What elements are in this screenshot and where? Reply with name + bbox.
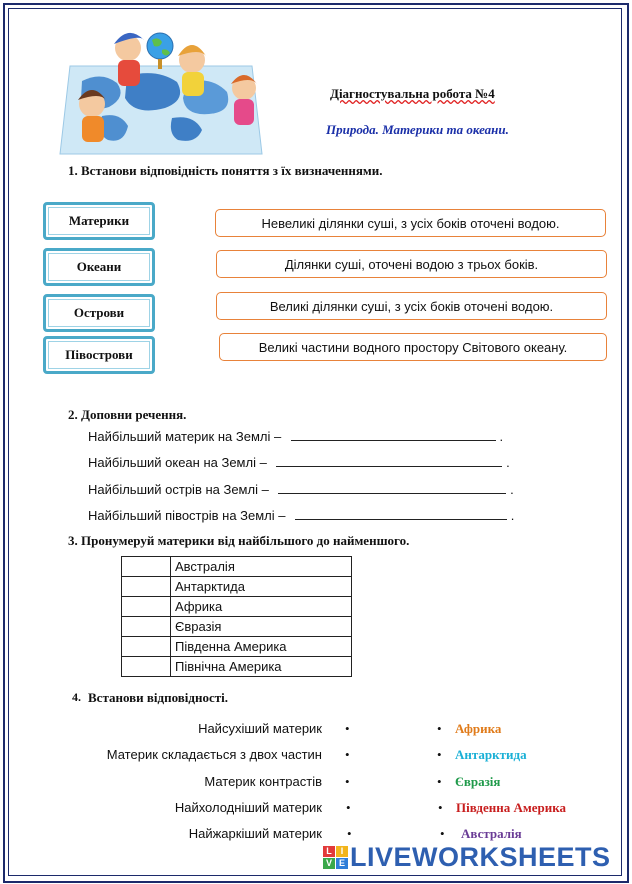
table-row <box>122 577 352 597</box>
match-right-antarctica: Антарктида <box>455 747 527 762</box>
answer-blank-2[interactable] <box>276 454 502 467</box>
logo-letter: V <box>323 858 335 869</box>
answer-blank-1[interactable] <box>291 428 496 441</box>
continent-name: Північна Америка <box>171 657 352 677</box>
page-title: Діагностувальна робота №4 <box>330 86 495 101</box>
definition-3[interactable]: Великі ділянки суші, з усіх боків оточені водою. <box>216 292 607 320</box>
table-row <box>122 637 352 657</box>
definition-4[interactable]: Великі частини водного простору Світового океану. <box>219 333 607 361</box>
rank-cell[interactable] <box>122 577 171 597</box>
term-continents[interactable]: Материки <box>43 202 155 240</box>
q2-sentence-2: Найбільший океан на Землі – . <box>88 455 510 470</box>
q2-heading: 2. Доповни речення. <box>68 407 187 422</box>
continents-table <box>121 556 352 677</box>
continent-name: Євразія <box>171 617 352 637</box>
match-right-dot-4[interactable]: • <box>438 800 443 815</box>
match-left-dot-2[interactable]: • <box>345 747 350 762</box>
table-row <box>122 657 352 677</box>
answer-blank-3[interactable] <box>278 481 506 494</box>
definition-2[interactable]: Ділянки суші, оточені водою з трьох боків. <box>216 250 607 278</box>
q2-sentence-3: Найбільший острів на Землі – . <box>88 482 514 497</box>
page-subtitle: Природа. Материки та океани. <box>326 122 509 137</box>
continent-name: Антарктида <box>171 577 352 597</box>
rank-cell[interactable] <box>122 557 171 577</box>
logo-letter: I <box>336 846 348 857</box>
rank-cell[interactable] <box>122 657 171 677</box>
table-row <box>122 557 352 577</box>
match-left-4: Найхолодніший материк <box>174 800 322 815</box>
q2-sentence-4: Найбільший півострів на Землі – . <box>88 508 515 523</box>
term-peninsulas[interactable]: Півострови <box>43 336 155 374</box>
definition-1[interactable]: Невеликі ділянки суші, з усіх боків оточені водою. <box>215 209 606 237</box>
match-right-south-america: Південна Америка <box>456 800 567 815</box>
rank-cell[interactable] <box>122 597 171 617</box>
logo-letter: E <box>336 858 348 869</box>
match-left-dot-3[interactable]: • <box>345 774 350 789</box>
q2-sentence-1: Найбільший материк на Землі – . <box>88 429 504 444</box>
rank-cell[interactable] <box>122 617 171 637</box>
term-oceans[interactable]: Океани <box>43 248 155 286</box>
answer-blank-4[interactable] <box>295 507 507 520</box>
match-left-dot-5[interactable]: • <box>347 826 352 841</box>
q4-number: 4. <box>72 690 81 704</box>
match-right-dot-1[interactable]: • <box>437 721 442 736</box>
q4-heading: Встанови відповідності. <box>88 690 229 705</box>
q3-heading: 3. Пронумеруй материки від найбільшого до найменшого. <box>68 533 410 548</box>
match-left-dot-4[interactable]: • <box>346 800 351 815</box>
match-left-2: Материк складається з двох частин <box>106 747 322 762</box>
match-right-dot-3[interactable]: • <box>437 774 442 789</box>
match-left-5: Найжаркіший материк <box>188 826 322 841</box>
table-row <box>122 597 352 617</box>
term-islands[interactable]: Острови <box>43 294 155 332</box>
liveworksheets-brand: LIVEWORKSHEETS <box>350 842 611 872</box>
liveworksheets-logo-icon <box>323 846 351 870</box>
match-right-africa: Африка <box>455 721 502 736</box>
match-right-eurasia: Євразія <box>455 774 501 789</box>
continent-name: Австралія <box>171 557 352 577</box>
match-right-dot-2[interactable]: • <box>437 747 442 762</box>
match-right-australia: Австралія <box>461 826 522 841</box>
table-row <box>122 617 352 637</box>
continent-name: Південна Америка <box>171 637 352 657</box>
match-left-1: Найсухіший материк <box>198 721 322 736</box>
q1-heading: 1. Встанови відповідність поняття з їх визначеннями. <box>68 163 383 178</box>
logo-letter: L <box>323 846 335 857</box>
match-left-3: Материк контрастів <box>204 774 322 789</box>
rank-cell[interactable] <box>122 637 171 657</box>
match-left-dot-1[interactable]: • <box>345 721 350 736</box>
continent-name: Африка <box>171 597 352 617</box>
kids-globe-illustration <box>52 26 267 164</box>
match-right-dot-5[interactable]: • <box>440 826 445 841</box>
